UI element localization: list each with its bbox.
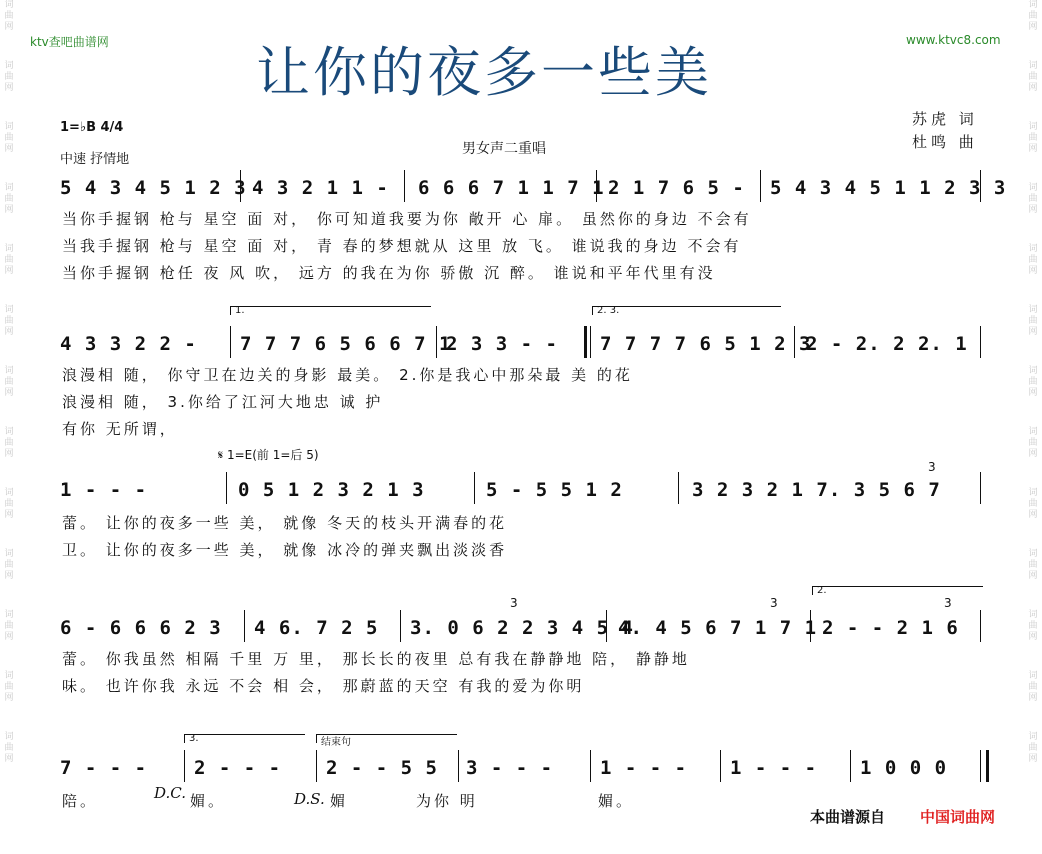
measure-notes: 5 4 3 4 5 1 1 2 3 3: [770, 177, 1007, 199]
composer: 杜鸣 曲: [912, 133, 978, 151]
watermark-text: 词 曲 网: [4, 244, 14, 276]
measure-notes: 1 0 0 0: [860, 757, 948, 779]
lyric-line: 媚。: [190, 792, 227, 810]
source-label: 本曲谱源自: [810, 808, 886, 826]
measure-notes: 3 - - -: [466, 757, 554, 779]
song-title: 让你的夜多一些美: [256, 41, 712, 104]
measure-notes: 2 - - 5 5: [326, 757, 438, 779]
watermark-text: 词 曲 网: [4, 122, 14, 154]
watermark-text: 词 曲 网: [4, 671, 14, 703]
measure-notes: 5 - 5 5 1 2: [486, 479, 623, 501]
watermark-right: [1026, 0, 1040, 854]
lyric-line: 卫。 让你的夜多一些 美， 就像 冰冷的弹夹飘出淡淡香: [62, 541, 508, 559]
watermark-text: 词 曲 网: [1028, 488, 1038, 520]
voice-type: 男女声二重唱: [462, 141, 546, 157]
watermark-text: 词 曲 网: [1028, 732, 1038, 764]
lyric-line: 浪漫相 随， 你守卫在边关的身影 最美。 2.你是我心中那朵最 美 的花: [62, 366, 633, 384]
lyric-line: 有你 无所谓，: [62, 420, 178, 438]
tempo-marking: 中速 抒情地: [60, 152, 130, 167]
watermark-text: 词 曲 网: [4, 732, 14, 764]
volta-3: 3.: [184, 734, 305, 743]
measure-notes: 1 - - -: [600, 757, 688, 779]
watermark-text: 词 曲 网: [1028, 305, 1038, 337]
volta-2-3: 2. 3.: [592, 306, 781, 315]
lyric-line: 味。 也许你我 永远 不会 相 会， 那蔚蓝的天空 有我的爱为你明: [62, 677, 585, 695]
measure-notes: 4 3 2 1 1 -: [252, 177, 389, 199]
triplet-mark: 3: [944, 596, 952, 610]
lyric-line: 陪。: [62, 792, 99, 810]
measure-notes: 2 - 2. 2 2. 1: [806, 333, 968, 355]
watermark-text: 词 曲 网: [1028, 610, 1038, 642]
triplet-mark: 3: [928, 460, 936, 474]
modulation-marking: 𝄋 1=E(前 1=后 5): [218, 448, 319, 462]
measure-notes: 1 - - -: [730, 757, 818, 779]
measure-notes: 7 - - -: [60, 757, 148, 779]
watermark-text: 词 曲 网: [1028, 61, 1038, 93]
watermark-text: 词 曲 网: [4, 427, 14, 459]
dc-marking: D.C.: [154, 784, 186, 802]
measure-notes: 4. 4 5 6 7 1 7 1: [618, 617, 818, 639]
key-signature: 1=♭B 4/4: [60, 120, 124, 135]
measure-notes: 4 3 3 2 2 -: [60, 333, 197, 355]
watermark-left: [2, 0, 16, 854]
measure-notes: 3. 0 6 2 2 3 4 5 4: [410, 617, 634, 639]
watermark-text: 词 曲 网: [1028, 122, 1038, 154]
lyric-line: 当我手握钢 枪与 星空 面 对， 青 春的梦想就从 这里 放 飞。 谁说我的身边 不会有: [62, 237, 742, 255]
measure-notes: 2 - - 2 1 6: [822, 617, 959, 639]
lyric-line: 当你手握钢 枪与 星空 面 对， 你可知道我要为你 敞开 心 扉。 虽然你的身边 不会有: [62, 210, 752, 228]
measure-notes: 5 4 3 4 5 1 2 3: [60, 177, 247, 199]
watermark-text: 词 曲 网: [4, 366, 14, 398]
measure-notes: 1 - - -: [60, 479, 148, 501]
lyricist: 苏虎 词: [912, 110, 978, 128]
watermark-text: 词 曲 网: [1028, 183, 1038, 215]
volta-1: 1.: [230, 306, 431, 315]
lyric-line: 为你 明: [416, 792, 478, 810]
measure-notes: 2 3 3 - -: [446, 333, 558, 355]
site-name-left[interactable]: ktv查吧曲谱网: [30, 35, 109, 49]
lyric-line: 浪漫相 随， 3.你给了江河大地忠 诚 护: [62, 393, 384, 411]
measure-notes: 6 6 6 7 1 1 7 1: [418, 177, 605, 199]
watermark-text: 词 曲 网: [4, 488, 14, 520]
watermark-text: 词 曲 网: [1028, 0, 1038, 32]
triplet-mark: 3: [510, 596, 518, 610]
lyric-line: 蕾。 让你的夜多一些 美， 就像 冬天的枝头开满春的花: [62, 514, 508, 532]
lyric-line: 媚: [330, 792, 349, 810]
watermark-text: 词 曲 网: [4, 305, 14, 337]
watermark-text: 词 曲 网: [4, 549, 14, 581]
measure-notes: 7 7 7 7 6 5 1 2 3: [600, 333, 812, 355]
measure-notes: 4 6. 7 2 5: [254, 617, 379, 639]
ending-bracket: 结束句: [316, 734, 457, 743]
measure-notes: 6 - 6 6 6 2 3: [60, 617, 222, 639]
watermark-text: 词 曲 网: [4, 610, 14, 642]
triplet-mark: 3: [770, 596, 778, 610]
lyric-line: 媚。: [598, 792, 635, 810]
lyric-line: 当你手握钢 枪任 夜 风 吹， 远方 的我在为你 骄傲 沉 醉。 谁说和平年代里有没: [62, 264, 716, 282]
measure-notes: 2 - - -: [194, 757, 282, 779]
watermark-text: 词 曲 网: [1028, 671, 1038, 703]
ds-marking: D.S.: [294, 790, 325, 808]
measure-notes: 0 5 1 2 3 2 1 3: [238, 479, 425, 501]
measure-notes: 3 2 3 2 1 7. 3 5 6 7: [692, 479, 941, 501]
watermark-text: 词 曲 网: [4, 0, 14, 32]
brand-link[interactable]: 中国词曲网: [920, 808, 996, 826]
watermark-text: 词 曲 网: [4, 183, 14, 215]
watermark-text: 词 曲 网: [4, 61, 14, 93]
measure-notes: 7 7 7 6 5 6 6 7 1: [240, 333, 452, 355]
watermark-text: 词 曲 网: [1028, 549, 1038, 581]
measure-notes: 2 1 7 6 5 -: [608, 177, 745, 199]
watermark-text: 词 曲 网: [1028, 244, 1038, 276]
watermark-text: 词 曲 网: [1028, 427, 1038, 459]
lyric-line: 蕾。 你我虽然 相隔 千里 万 里， 那长长的夜里 总有我在静静地 陪， 静静地: [62, 650, 690, 668]
site-url-right[interactable]: www.ktvc8.com: [906, 33, 1001, 47]
volta-2: 2.: [812, 586, 983, 595]
watermark-text: 词 曲 网: [1028, 366, 1038, 398]
